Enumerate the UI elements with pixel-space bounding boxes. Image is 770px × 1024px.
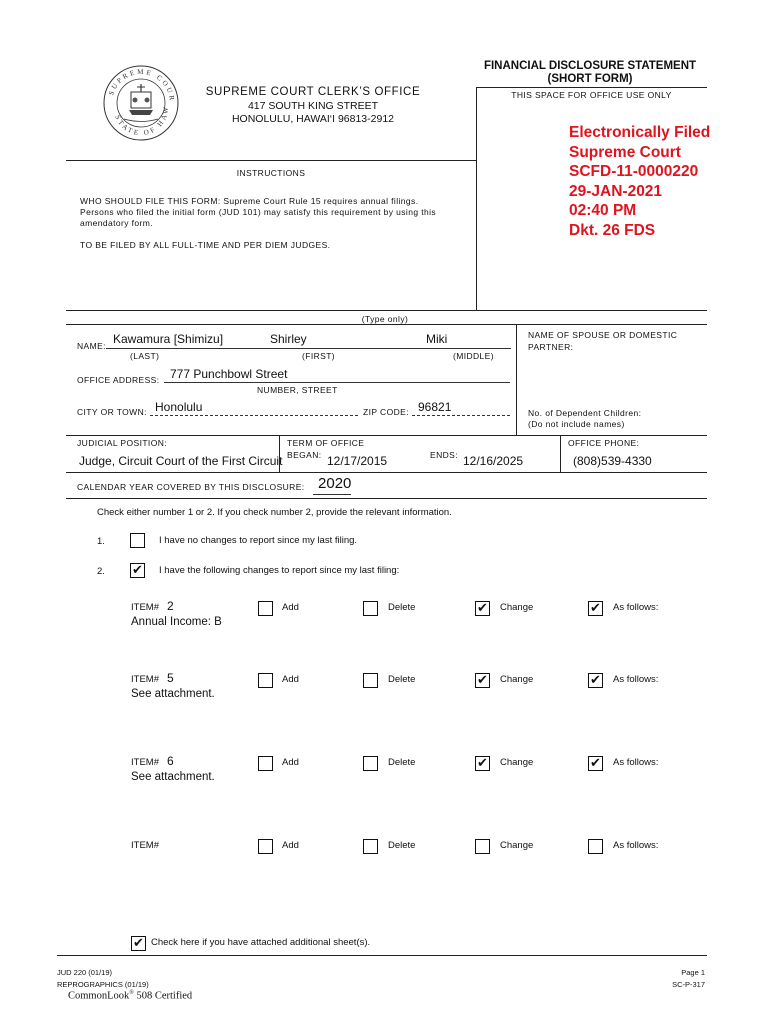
first-name-value[interactable]: Shirley bbox=[270, 332, 307, 346]
form-title: FINANCIAL DISCLOSURE STATEMENT bbox=[483, 60, 697, 72]
option-2-text: I have the following changes to report since my last filing: bbox=[159, 565, 400, 576]
page-number: Page 1 bbox=[681, 968, 705, 977]
check-icon: ✔ bbox=[477, 673, 488, 688]
calendar-year-underline bbox=[313, 494, 351, 495]
instructions-line-3: amendatory form. bbox=[80, 218, 154, 228]
stamp-line-6: Dkt. 26 FDS bbox=[569, 221, 656, 239]
began-value[interactable]: 12/17/2015 bbox=[327, 454, 388, 468]
item-as-follows-label: As follows: bbox=[613, 674, 659, 685]
item-delete-label: Delete bbox=[388, 602, 416, 613]
dependents-label-1: No. of Dependent Children: bbox=[528, 408, 642, 418]
item-as-follows-checkbox[interactable] bbox=[588, 601, 603, 616]
calendar-year-label: CALENDAR YEAR COVERED BY THIS DISCLOSURE: bbox=[77, 482, 305, 492]
option-2-checkbox[interactable] bbox=[130, 563, 145, 578]
item-delete-label: Delete bbox=[388, 674, 416, 685]
zip-label: ZIP CODE: bbox=[363, 407, 409, 417]
option-2-check-icon: ✔ bbox=[132, 563, 143, 578]
option-1-checkbox[interactable] bbox=[130, 533, 145, 548]
first-label: (FIRST) bbox=[302, 351, 336, 361]
calendar-year-suffix: 20 bbox=[334, 475, 352, 492]
instructions-line-1: WHO SHOULD FILE THIS FORM: Supreme Court Rule 15 requires annual filings. bbox=[80, 196, 419, 206]
item-number[interactable]: 2 bbox=[167, 599, 174, 613]
check-icon: ✔ bbox=[477, 601, 488, 616]
check-icon: ✔ bbox=[590, 756, 601, 771]
number-street-label: NUMBER, STREET bbox=[257, 385, 338, 395]
office-name: SUPREME COURT CLERK’S OFFICE bbox=[205, 86, 421, 98]
office-phone-label: OFFICE PHONE: bbox=[568, 438, 640, 448]
city-value[interactable]: Honolulu bbox=[155, 400, 203, 414]
attached-sheets-text: Check here if you have attached additional sheet(s). bbox=[151, 937, 371, 948]
instructions-rule bbox=[66, 160, 476, 161]
check-instruction: Check either number 1 or 2. If you check number 2, provide the relevant information. bbox=[97, 507, 452, 518]
check-icon: ✔ bbox=[590, 601, 601, 616]
certified-brand: CommonLook bbox=[68, 990, 130, 1002]
seal-bottom-text: STATE OF HAW bbox=[113, 105, 171, 138]
item-change-checkbox[interactable] bbox=[475, 756, 490, 771]
section-rule-2 bbox=[66, 324, 707, 325]
item-as-follows-checkbox[interactable] bbox=[588, 839, 603, 854]
item-as-follows-checkbox[interactable] bbox=[588, 756, 603, 771]
city-underline bbox=[150, 415, 358, 416]
dependents-label-2: (Do not include names) bbox=[528, 419, 625, 429]
item-label: ITEM# bbox=[131, 840, 159, 851]
attached-sheets-checkbox[interactable] bbox=[131, 936, 146, 951]
attached-check-icon: ✔ bbox=[133, 936, 144, 951]
item-change-label: Change bbox=[500, 674, 534, 685]
form-subtitle: (SHORT FORM) bbox=[547, 73, 633, 85]
last-label: (LAST) bbox=[130, 351, 160, 361]
check-icon: ✔ bbox=[590, 673, 601, 688]
item-add-checkbox[interactable] bbox=[258, 756, 273, 771]
certified-registered-mark: ® bbox=[129, 990, 134, 996]
stamp-line-1: Electronically Filed bbox=[569, 124, 711, 141]
middle-name-value[interactable]: Miki bbox=[426, 332, 448, 346]
item-delete-checkbox[interactable] bbox=[363, 756, 378, 771]
item-delete-checkbox[interactable] bbox=[363, 601, 378, 616]
spouse-label-2: PARTNER: bbox=[528, 342, 574, 352]
calendar-year-value[interactable] bbox=[318, 475, 351, 492]
position-divider bbox=[279, 435, 280, 472]
office-address-value[interactable]: 777 Punchbowl Street bbox=[170, 367, 288, 381]
item-note[interactable]: See attachment. bbox=[131, 771, 215, 783]
court-seal-icon bbox=[102, 64, 180, 142]
phone-divider bbox=[560, 435, 561, 472]
item-add-checkbox[interactable] bbox=[258, 601, 273, 616]
stamp-line-4: 29-JAN-2021 bbox=[569, 182, 663, 200]
calendar-year-prefix: 20 bbox=[318, 475, 335, 492]
began-label: BEGAN: bbox=[287, 450, 322, 460]
form-code: SC-P-317 bbox=[672, 980, 705, 989]
stamp-line-3: SCFD-11-0000220 bbox=[569, 163, 699, 180]
zip-underline bbox=[412, 415, 510, 416]
item-delete-label: Delete bbox=[388, 840, 416, 851]
instructions-heading: INSTRUCTIONS bbox=[236, 168, 306, 178]
seal-top-text: SUPREME COUR bbox=[107, 67, 177, 103]
reprographics: REPROGRAPHICS (01/19) bbox=[57, 980, 149, 989]
option-1-text: I have no changes to report since my last filing. bbox=[159, 535, 358, 546]
item-add-label: Add bbox=[282, 757, 299, 768]
efile-stamp bbox=[569, 123, 759, 240]
item-note[interactable]: Annual Income: B bbox=[131, 616, 222, 628]
name-label: NAME: bbox=[77, 341, 106, 351]
ends-label: ENDS: bbox=[430, 450, 458, 460]
section-rule-5 bbox=[66, 498, 707, 499]
item-delete-label: Delete bbox=[388, 757, 416, 768]
check-icon: ✔ bbox=[477, 756, 488, 771]
type-only-label: (Type only) bbox=[361, 314, 409, 324]
name-underline bbox=[106, 348, 511, 349]
item-add-label: Add bbox=[282, 674, 299, 685]
item-change-label: Change bbox=[500, 757, 534, 768]
form-id: JUD 220 (01/19) bbox=[57, 968, 113, 977]
judicial-position-label: JUDICIAL POSITION: bbox=[77, 438, 168, 448]
item-note[interactable]: See attachment. bbox=[131, 688, 215, 700]
middle-label: (MIDDLE) bbox=[453, 351, 494, 361]
section-rule-4 bbox=[66, 472, 707, 473]
last-name-value[interactable]: Kawamura [Shimizu] bbox=[113, 332, 224, 346]
item-as-follows-label: As follows: bbox=[613, 757, 659, 768]
section-rule-1 bbox=[66, 310, 707, 311]
item-change-checkbox[interactable] bbox=[475, 601, 490, 616]
item-number[interactable]: 6 bbox=[167, 754, 174, 768]
certified-text bbox=[68, 990, 192, 1002]
option-1-number: 1. bbox=[97, 536, 105, 547]
item-delete-checkbox[interactable] bbox=[363, 673, 378, 688]
office-city: HONOLULU, HAWAI‘I 96813-2912 bbox=[231, 113, 395, 125]
term-label: TERM OF OFFICE bbox=[287, 438, 365, 448]
item-as-follows-checkbox[interactable] bbox=[588, 673, 603, 688]
spouse-label-1: NAME OF SPOUSE OR DOMESTIC bbox=[528, 330, 678, 340]
item-change-checkbox[interactable] bbox=[475, 839, 490, 854]
item-number[interactable]: 5 bbox=[167, 671, 174, 685]
stamp-line-5: 02:40 PM bbox=[569, 202, 637, 219]
office-address-label: OFFICE ADDRESS: bbox=[77, 375, 160, 385]
item-add-checkbox[interactable] bbox=[258, 673, 273, 688]
instructions-line-2: Persons who filed the initial form (JUD 101) may satisfy this requirement by using this bbox=[80, 207, 437, 217]
footer-rule bbox=[57, 955, 707, 956]
item-label: ITEM# bbox=[131, 674, 159, 685]
office-street: 417 SOUTH KING STREET bbox=[247, 100, 379, 112]
item-add-checkbox[interactable] bbox=[258, 839, 273, 854]
office-phone-value[interactable]: (808)539-4330 bbox=[573, 454, 652, 468]
item-label: ITEM# bbox=[131, 757, 159, 768]
office-address-underline bbox=[164, 382, 510, 383]
ends-value[interactable]: 12/16/2025 bbox=[463, 454, 524, 468]
item-as-follows-label: As follows: bbox=[613, 602, 659, 613]
item-change-checkbox[interactable] bbox=[475, 673, 490, 688]
zip-value[interactable]: 96821 bbox=[418, 400, 452, 414]
item-add-label: Add bbox=[282, 602, 299, 613]
judicial-position-value[interactable]: Judge, Circuit Court of the First Circuit bbox=[79, 454, 283, 468]
spouse-divider bbox=[516, 324, 517, 436]
item-delete-checkbox[interactable] bbox=[363, 839, 378, 854]
item-add-label: Add bbox=[282, 840, 299, 851]
stamp-line-2: Supreme Court bbox=[569, 143, 681, 161]
svg-text:SUPREME COURT bbox=[102, 64, 176, 103]
item-as-follows-label: As follows: bbox=[613, 840, 659, 851]
section-rule-3 bbox=[66, 435, 707, 436]
office-use-divider bbox=[476, 88, 477, 310]
city-label: CITY OR TOWN: bbox=[77, 407, 147, 417]
office-use-rule bbox=[476, 87, 707, 88]
item-change-label: Change bbox=[500, 602, 534, 613]
certified-rest: 508 Certified bbox=[133, 990, 193, 1002]
office-use-label: THIS SPACE FOR OFFICE USE ONLY bbox=[511, 90, 672, 100]
item-label: ITEM# bbox=[131, 602, 159, 613]
instructions-line-4: TO BE FILED BY ALL FULL-TIME AND PER DIEM JUDGES. bbox=[80, 240, 331, 250]
item-change-label: Change bbox=[500, 840, 534, 851]
option-2-number: 2. bbox=[97, 566, 105, 577]
